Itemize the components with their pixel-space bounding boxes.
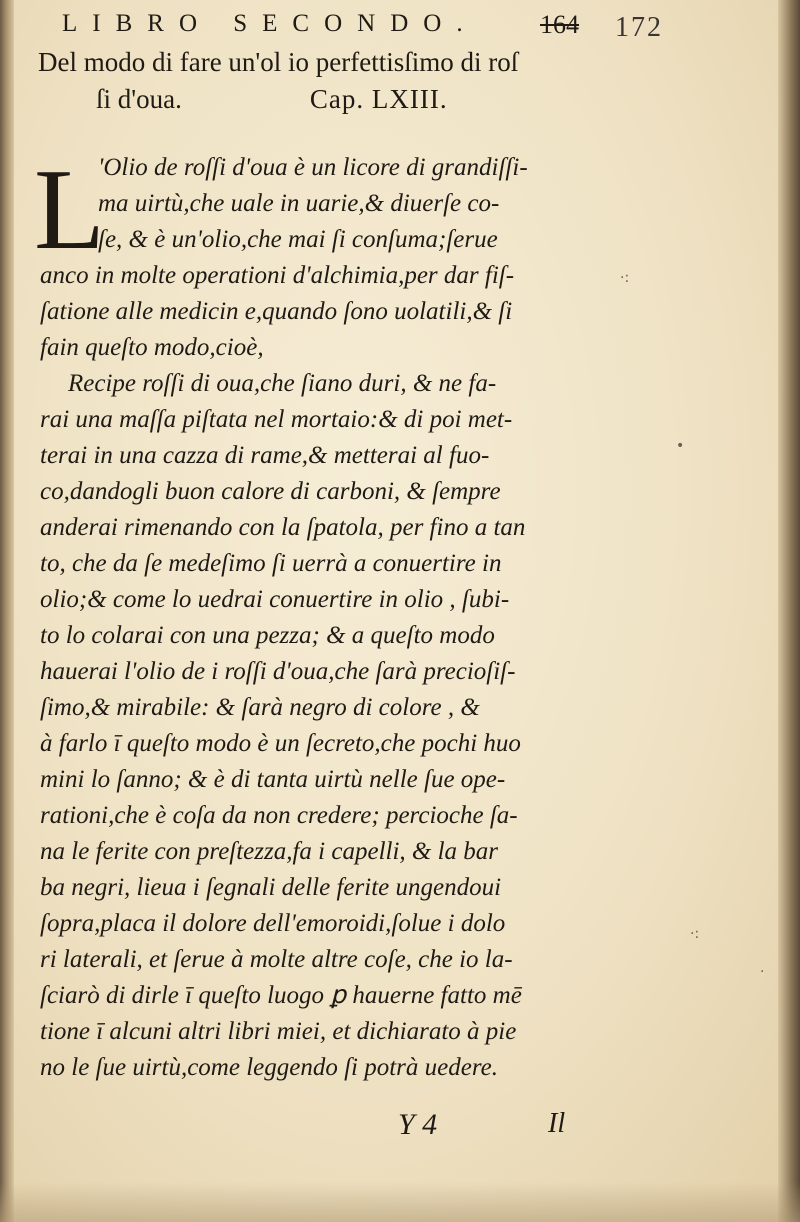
text-line: ba negri, lieua i ſegnali delle ferite ungendoui: [40, 874, 502, 901]
running-head: LIBRO SECONDO.: [62, 10, 478, 37]
text-line: fain queſto modo,cioè,: [40, 334, 264, 361]
chapter-number: Cap. LXIII.: [309, 84, 448, 114]
chapter-title: [38, 44, 638, 118]
text-line: ri laterali, et ſerue à molte altre coſe, che io la-: [40, 946, 513, 973]
catchword: Il: [548, 1108, 566, 1139]
text-line: tione ī alcuni altri libri miei, et dichiarato à pie: [40, 1018, 517, 1045]
margin-speck: ·:: [690, 926, 700, 942]
text-line: ſatione alle medicin e,quando ſono uolatili,& ſi: [40, 298, 513, 325]
text-line: mini lo ſanno; & è di tanta uirtù nelle ſue ope-: [40, 766, 506, 793]
old-folio-number: 164: [540, 10, 579, 39]
text-line: co,dandogli buon calore di carboni, & ſempre: [40, 478, 501, 505]
text-line: ma uirtù,che uale in uarie,& diuerſe co-: [98, 190, 500, 217]
text-line: ſimo,& mirabile: & ſarà negro di colore , &: [40, 694, 480, 721]
text-line: no le ſue uirtù,come leggendo ſi potrà uedere.: [40, 1054, 498, 1081]
chapter-title-line-2: [38, 81, 638, 118]
text-line: ſopra,placa il dolore dell'emoroidi,ſolue i dolo: [40, 910, 506, 937]
text-line: anco in molte operationi d'alchimia,per dar fiſ-: [40, 262, 515, 289]
chapter-title-line-1: Del modo di fare un'ol io perfettisſimo di roſ: [38, 47, 519, 77]
text-line: ſe, & è un'olio,che mai ſi conſuma;ſerue: [98, 226, 498, 253]
text-line: to, che da ſe medeſimo ſi uerrà a conuertire in: [40, 550, 502, 577]
margin-speck: ·: [760, 964, 765, 980]
margin-speck: ·:: [620, 270, 630, 286]
signature-mark: Y 4: [398, 1108, 438, 1141]
margin-speck: •: [676, 438, 685, 454]
binding-gutter: [0, 0, 14, 1222]
drop-cap: L: [34, 146, 105, 274]
text-line: ſciarò di dirle ī queſto luogo ꝑ hauerne fatto mē: [40, 982, 522, 1009]
text-line: rai una maſſa piſtata nel mortaio:& di poi met-: [40, 406, 513, 433]
text-line: hauerai l'olio de i roſſi d'oua,che ſarà precioſiſ-: [40, 658, 516, 685]
folio-number: 172: [615, 12, 663, 43]
text-line: na le ferite con preſtezza,fa i capelli, & la bar: [40, 838, 499, 865]
text-line: à farlo ī queſto modo è un ſecreto,che pochi huo: [40, 730, 521, 757]
text-line: terai in una cazza di rame,& metterai al fuo-: [40, 442, 490, 469]
text-line: olio;& come lo uedrai conuertire in olio , ſubi-: [40, 586, 510, 613]
text-line: anderai rimenando con la ſpatola, per fino a tan: [40, 514, 526, 541]
page-edge: [778, 0, 800, 1222]
text-line: 'Olio de roſſi d'oua è un licore di grandiſſi-: [98, 154, 528, 181]
text-line: Recipe roſſi di oua,che ſiano duri, & ne fa-: [68, 370, 497, 397]
chapter-title-line-2-text: ſi d'oua.: [96, 84, 182, 114]
text-line: to lo colarai con una pezza; & a queſto modo: [40, 622, 495, 649]
page-bottom-shadow: [0, 1182, 800, 1222]
text-line: rationi,che è coſa da non credere; percioche ſa-: [40, 802, 518, 829]
